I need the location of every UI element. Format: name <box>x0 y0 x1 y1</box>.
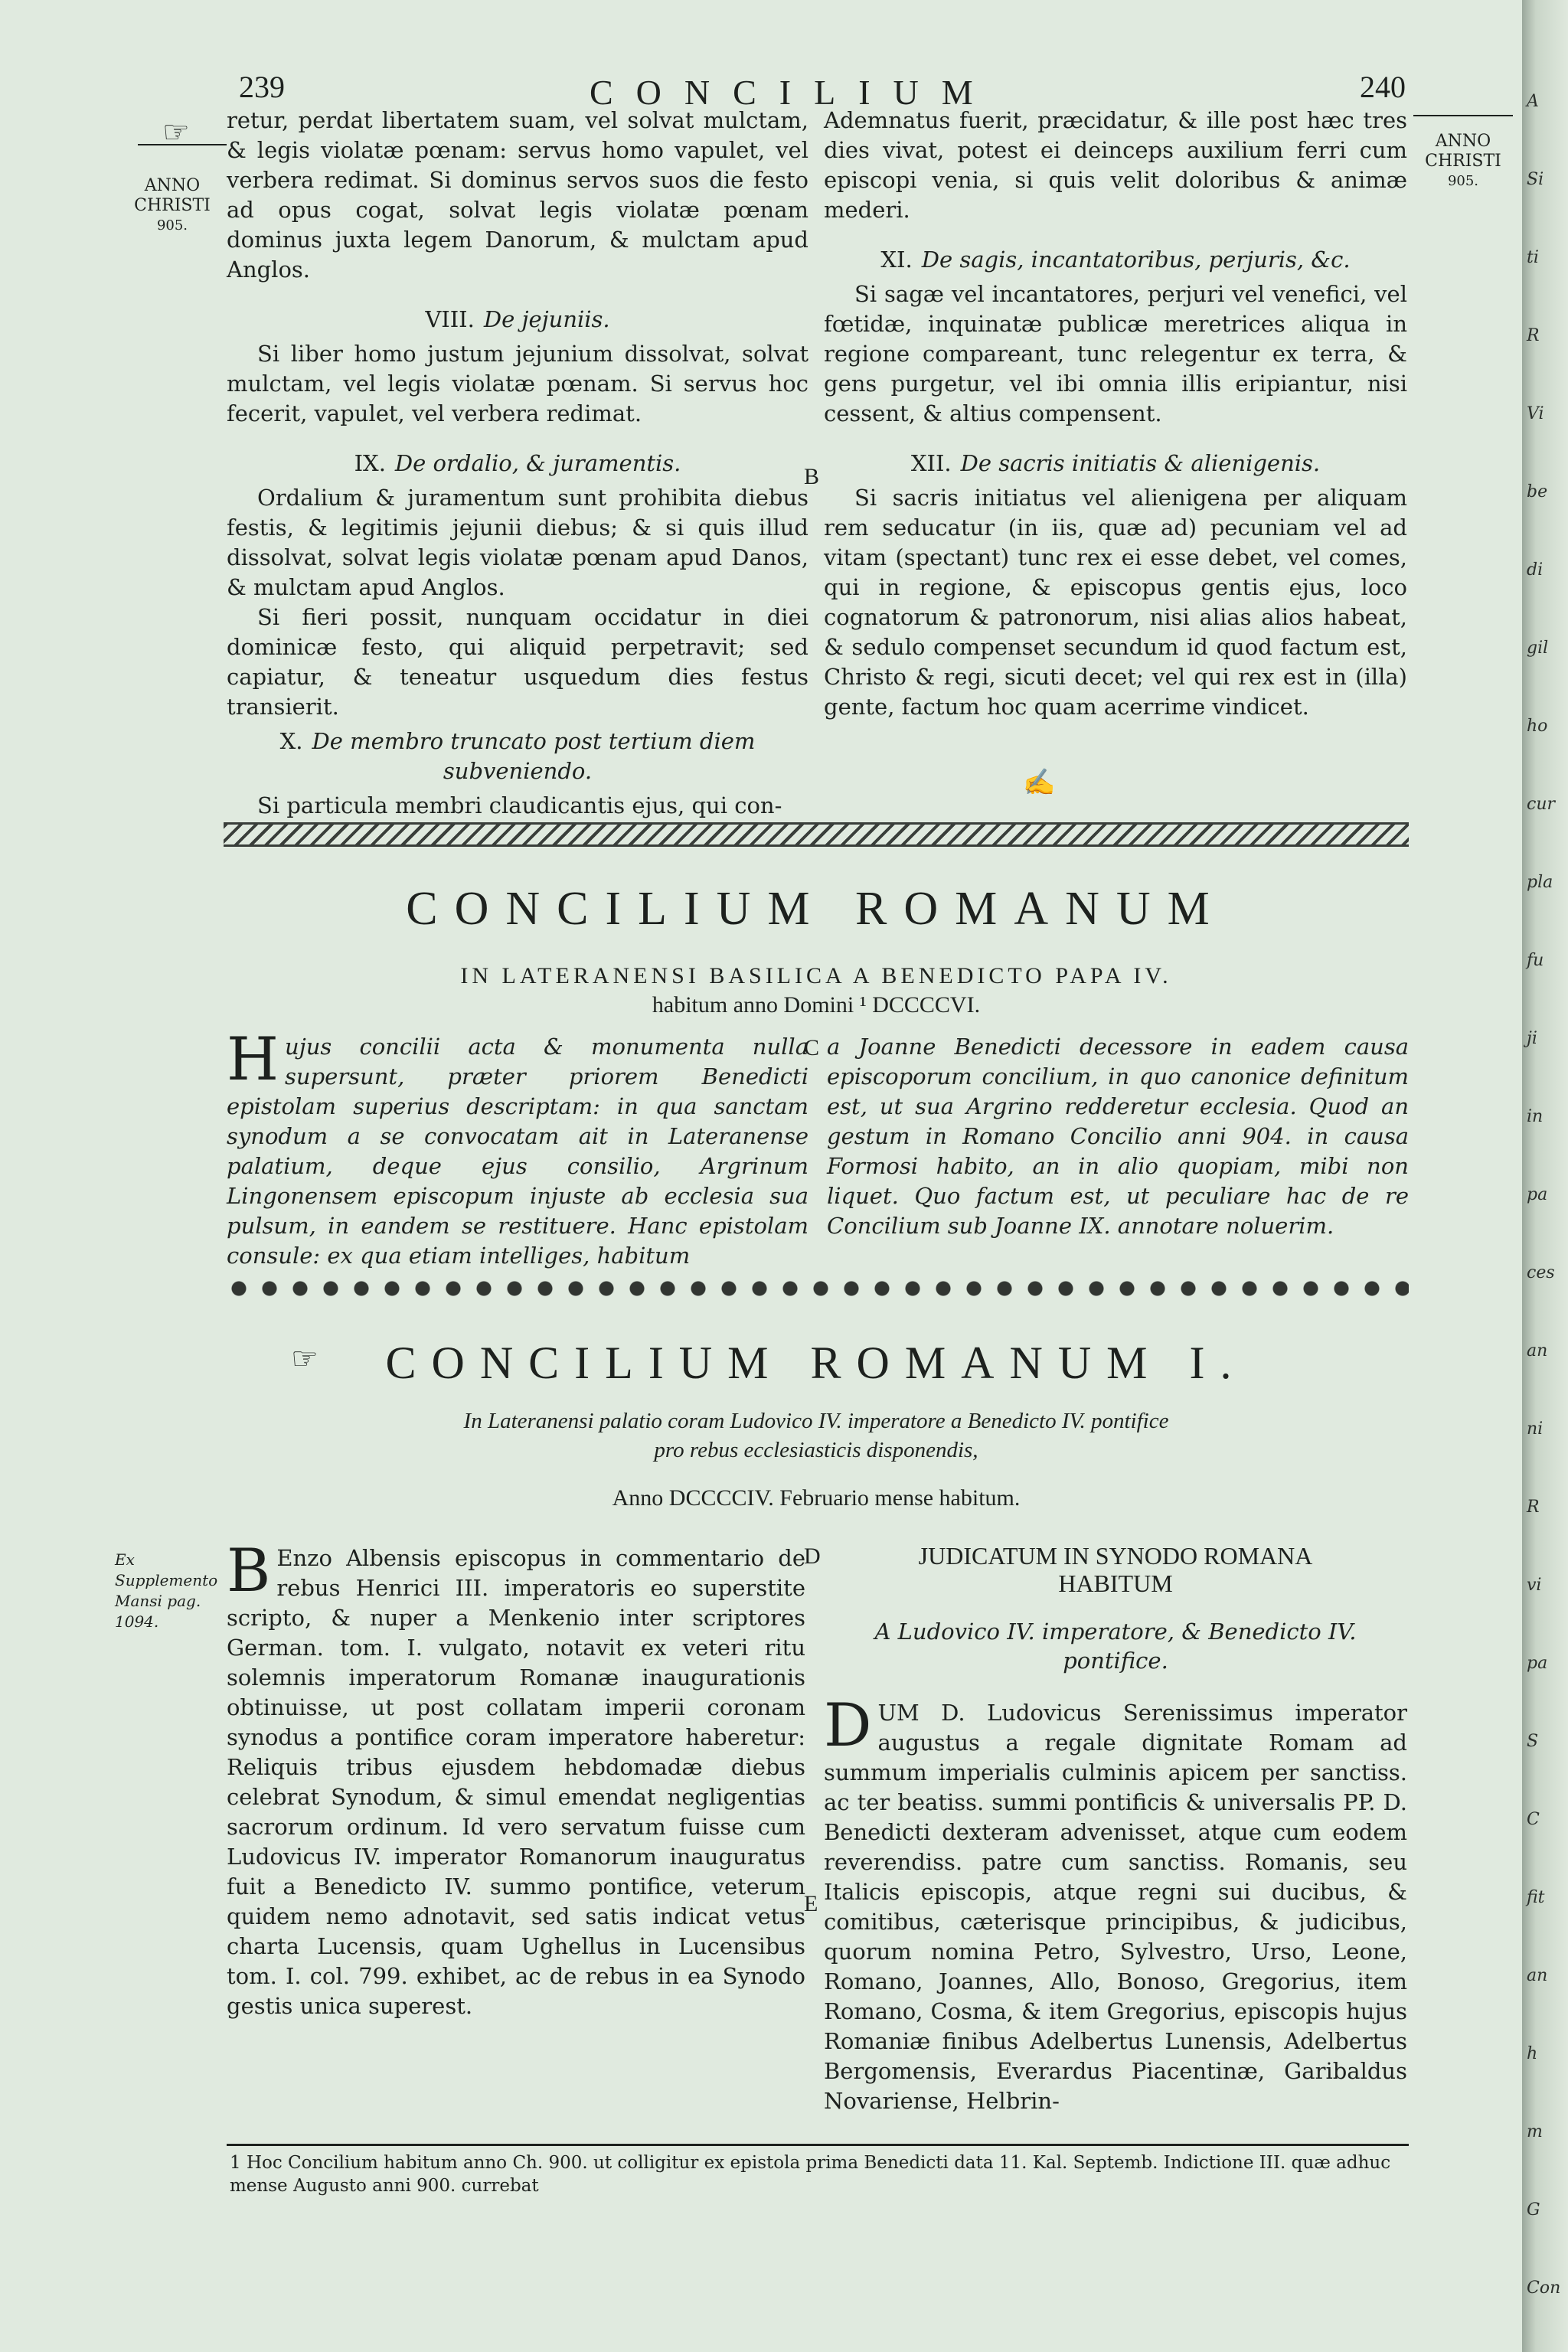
facing-page-fragment: ni <box>1527 1419 1544 1439</box>
judicatum-title: JUDICATUM IN SYNODO ROMANA <box>918 1542 1313 1570</box>
facing-page-fragment: m <box>1527 2122 1543 2141</box>
ornament-divider <box>224 1276 1409 1302</box>
facing-page-fragment: h <box>1527 2044 1538 2063</box>
facing-page-fragment: Vi <box>1527 404 1544 423</box>
margin-year: 905. <box>156 217 188 234</box>
facing-page-fragment: gil <box>1527 639 1549 658</box>
column-left-top <box>227 106 808 821</box>
pointing-hand-icon: ☞ <box>291 1341 318 1377</box>
title-subtitle: In Lateranensi palatio coram Ludovico IV. imperatore a Benedicto IV. pontifice <box>463 1409 1169 1433</box>
column-right-top <box>824 106 1407 722</box>
section-heading-11: XI. De sagis, incantatoribus, perjuris, &c. <box>880 247 1351 273</box>
margin-anno: ANNO <box>144 176 201 195</box>
judicatum-title: HABITUM <box>1058 1570 1173 1597</box>
margin-letter-b: B <box>804 464 820 489</box>
facing-page-fragment: ji <box>1527 1029 1537 1048</box>
title-subtitle: IN LATERANENSI BASILICA A BENEDICTO PAPA IV. <box>460 963 1172 988</box>
column-left-bottom <box>227 1537 805 2021</box>
dropcap: H <box>227 1025 279 1094</box>
footnote-rule <box>227 2144 1409 2146</box>
margin-rule-right <box>1413 115 1513 116</box>
column-right-bottom <box>824 1542 1407 2116</box>
facing-page-fragment: in <box>1527 1107 1544 1126</box>
facing-page-fragment: R <box>1527 326 1540 345</box>
facing-page-fragment: be <box>1527 482 1548 501</box>
judicatum-subtitle: A Ludovico IV. imperatore, & Benedicto IV. <box>874 1619 1357 1645</box>
facing-page-fragment: Si <box>1527 170 1544 189</box>
facing-page-fragment: pa <box>1527 1654 1548 1673</box>
facing-page-fragment: Con <box>1527 2278 1561 2298</box>
paragraph: Si fieri possit, nunquam occidatur in diei dominicæ festo, qui aliquid perpetravit; sed capiatur, & teneatur usquedum dies festus transierit. <box>227 604 808 720</box>
running-title: CONCILIUM <box>590 73 996 112</box>
title-subtitle-date: habitum anno Domini ¹ DCCCCVI. <box>652 992 981 1018</box>
section-heading-8: VIII. De jejuniis. <box>425 306 610 332</box>
ornament-divider <box>224 822 1409 847</box>
paragraph: Si sacris initiatus vel alienigena per aliquam rem seducatur (in iis, quæ ad) pecuniam vel ad vitam (spectant) tunc rex ei esse debet, vel comes, qui in regione, & episcopus gentis ejus, loco cognatorum & patronorum, nisi alias alios habeat, & sedulo compenset secundum id quod factum est, Christo & regi, sicuti decet; vel qui rex est in (illa) gente, factum hoc quam acerrime vindicet. <box>824 485 1407 720</box>
title-subtitle: pro rebus ecclesiasticis disponendis, <box>654 1438 978 1462</box>
paragraph: retur, perdat libertatem suam, vel solvat mulctam, & legis violatæ pœnam: servus homo vapulet, vel verbera redimat. Si dominus servos suos die festo ad opus cogat, solvat legis violatæ pœnam dominus juxta legem Danorum, & mulctam apud Anglos. <box>227 107 808 283</box>
page-number-right: 240 <box>1360 70 1406 104</box>
paragraph: Ordalium & juramentum sunt prohibita diebus festis, & legitimis jejunii diebus; & si quis illud dissolvat, solvat legis violatæ pœnam apud Danos, & mulctam apud Anglos. <box>227 485 808 600</box>
facing-page-fragment: ho <box>1527 717 1548 736</box>
benzo-text: Enzo Albensis episcopus in commentario de rebus Henrici III. imperatoris eo superstite scripto, & nuper a Menkenio inter scriptores German. tom. I. vulgato, notavit ex veteri ritu solemnis imperatorum Romanæ inaugurationis obtinuisse, ut post collatam imperii coronam synodus a pontifice coram imperatore haberetur: Reliquis tribus ejusdem hebdomadæ diebus celebrat Synodum, & simul emendat negligentias sacrorum ordinum. Id vero servatum fuisse cum Ludovicus IV. imperator Romanorum inauguratus fuit a Benedicto IV. summo pontifice, veterum quidem nemo adnotavit, sed satis indicat vetus charta Lucensis, quam Ughellus in Lucensibus tom. I. col. 799. exhibet, ac de rebus in ea Synodo gestis unica superest. <box>227 1545 805 2019</box>
dropcap: D <box>824 1691 872 1760</box>
facing-page-fragment: cur <box>1527 795 1556 814</box>
margin-year-right <box>1413 132 1513 191</box>
section-heading-10: X. De membro truncato post tertium diem subveniendo. <box>279 728 756 784</box>
page-number-left: 239 <box>239 70 285 104</box>
facing-page-fragment: ces <box>1527 1263 1555 1282</box>
facing-page-fragment: C <box>1527 1810 1540 1829</box>
paragraph: Si sagæ vel incantatores, perjuri vel venefici, vel fœtidæ, inquinatæ publicæ meretrices aliqua in regione compareant, tunc relegentur ex terra, & gens purgetur, vel ibi omnia illis eripiantur, nisi cessent, & altius compensent. <box>824 281 1407 426</box>
facing-page-fragment: G <box>1527 2200 1540 2220</box>
title-concilium-romanum-i: CONCILIUM ROMANUM I. <box>385 1338 1247 1388</box>
facing-page-fragment: di <box>1527 560 1544 580</box>
facing-page-edge <box>1522 0 1568 2352</box>
facing-page-fragment: fit <box>1527 1888 1545 1907</box>
facing-page-fragment: R <box>1527 1498 1540 1517</box>
facing-page-fragment: ti <box>1527 248 1539 267</box>
intro-right: a Joanne Benedicti decessore in eadem causa episcoporum concilium, in quo canonice definitum est, ut sua Argrino redderetur ecclesia. Quod an gestum in Romano Concilio anni 904. in causa Formosi habito, an in alio quopiam, mibi non liquet. Quo factum est, ut peculiare hac de re Concilium sub Joanne IX. annotare noluerim. <box>827 1034 1409 1239</box>
hand-ornament-icon: ✍ <box>1023 767 1056 798</box>
side-note: Ex Supplemento Mansi pag. 1094. <box>115 1550 218 1631</box>
judicatum-subtitle: pontifice. <box>1063 1648 1168 1674</box>
dropcap: B <box>227 1537 271 1606</box>
footnote: 1 Hoc Concilium habitum anno Ch. 900. ut colligitur ex epistola prima Benedicti data 11. Kal. Septemb. Indictione III. quæ adhuc mense Augusto anni 900. currebat <box>230 2153 1391 2196</box>
margin-letter-c: C <box>804 1035 820 1060</box>
facing-page-fragment: an <box>1527 1966 1548 1985</box>
facing-page-fragment: pa <box>1527 1185 1548 1204</box>
paragraph: Si liber homo justum jejunium dissolvat, solvat mulctam, vel legis violatæ pœnam. Si servus hoc fecerit, vapulet, vel verbera redimat. <box>227 341 808 426</box>
facing-page-fragment: pla <box>1527 873 1553 892</box>
intro-left-text: ujus concilii acta & monumenta nulla supersunt, præter priorem Benedicti epistolam superius descriptam: in qua sanctam synodum a se convocatam ait in Lateranense palatium, deque ejus consilio, Argrinum Lingonensem episcopum injuste ab ecclesia sua pulsum, in eandem se restituere. Hanc epistolam consule: ex qua etiam intelliges, habitum <box>227 1034 808 1269</box>
facing-page-fragment: S <box>1527 1732 1539 1751</box>
intro-left <box>227 1025 808 1271</box>
margin-letter-e: E <box>804 1891 818 1916</box>
margin-year-left <box>122 176 222 236</box>
facing-page-fragment: fu <box>1527 951 1544 970</box>
section-heading-9: IX. De ordalio, & juramentis. <box>354 450 681 476</box>
dum-text: UM D. Ludovicus Serenissimus imperator augustus a regale dignitate Romam ad summum imperialis culminis apicem per sanctiss. ac ter beatiss. summi pontificis & universalis PP. D. Benedicti dexteram advenisset, atque cum eodem reverendiss. patre cum sanctiss. Romanis, seu Italicis episcopis, atque regni sui ducibus, & comitibus, cæterisque principibus, & judicibus, quorum nomina Petro, Sylvestro, Urso, Leone, Romano, Joannes, Allo, Bonoso, Gregorius, item Romano, Cosma, & item Gregorius, episcopis hujus Romaniæ finibus Adelbertus Lunensis, Adelbertus Bergomensis, Everardus Piacentinæ, Garibaldus Novariense, Helbrin- <box>824 1700 1407 2114</box>
paragraph: Si particula membri claudicantis ejus, qui con- <box>257 792 782 818</box>
facing-page-fragment: an <box>1527 1341 1548 1361</box>
facing-page-fragment: vi <box>1527 1576 1542 1595</box>
paragraph: Ademnatus fuerit, præcidatur, & ille post hæc tres dies vivat, potest ei deinceps auxilium ferri cum episcopi venia, si quis velit doloribus & animæ mederi. <box>824 107 1407 223</box>
title-date: Anno DCCCCIV. Februario mense habitum. <box>612 1485 1021 1511</box>
pointing-hand-icon: ☞ <box>162 115 190 150</box>
margin-christi: CHRISTI <box>1425 152 1501 171</box>
title-concilium-romanum: CONCILIUM ROMANUM <box>406 883 1227 935</box>
section-heading-12: XII. De sacris initiatis & alienigenis. <box>910 450 1321 476</box>
judicatum-body <box>824 1691 1407 2116</box>
facing-page-fragment: A <box>1527 92 1539 111</box>
margin-rule <box>138 144 227 145</box>
margin-letter-d: D <box>804 1544 821 1569</box>
margin-anno: ANNO <box>1435 132 1491 151</box>
margin-year: 905. <box>1447 173 1479 189</box>
margin-christi: CHRISTI <box>134 196 211 215</box>
